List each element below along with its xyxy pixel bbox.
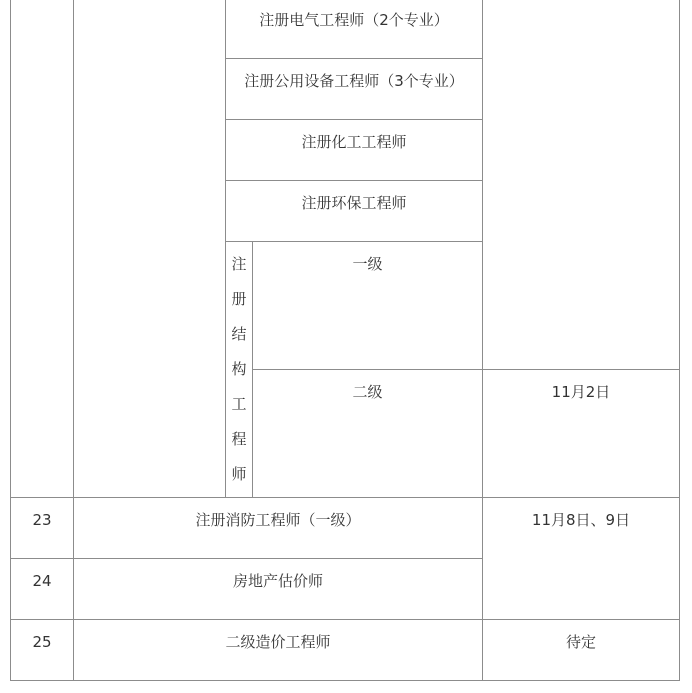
cell-structural-level2: 二级: [352, 383, 383, 401]
grid-line: [482, 0, 483, 681]
cell-structural-level1: 一级: [352, 255, 383, 273]
cell-electrical-engineer: 注册电气工程师（2个专业）: [259, 11, 449, 29]
cell-row-number: 23: [32, 511, 52, 529]
cell-row-number: 24: [32, 572, 52, 590]
cell-chemical-engineer: 注册化工工程师: [301, 133, 407, 151]
cell-cost-date: 待定: [565, 633, 596, 651]
grid-line: [10, 558, 483, 559]
grid-line: [225, 119, 483, 120]
grid-line: [225, 241, 483, 242]
cell-structural-date: 11月2日: [551, 383, 611, 401]
structural-char: 程: [231, 430, 247, 448]
grid-line: [10, 680, 680, 681]
cell-fire-engineer: 注册消防工程师（一级）: [195, 511, 361, 529]
cell-structural-engineer-label: [226, 254, 252, 499]
grid-line: [252, 369, 680, 370]
structural-char: 构: [231, 360, 247, 378]
grid-line: [679, 0, 680, 681]
grid-line: [225, 58, 483, 59]
structural-char: 结: [231, 325, 247, 343]
cell-utilities-engineer: 注册公用设备工程师（3个专业）: [244, 72, 464, 90]
grid-line: [10, 497, 680, 498]
cell-fire-date: 11月8日、9日: [531, 511, 631, 529]
cell-environmental-engineer: 注册环保工程师: [301, 194, 407, 212]
cell-row-number: 25: [32, 633, 52, 651]
structural-char: 注: [231, 255, 247, 273]
grid-line: [10, 619, 680, 620]
cell-real-estate-appraiser: 房地产估价师: [232, 572, 323, 590]
grid-line: [225, 180, 483, 181]
structural-char: 册: [231, 290, 247, 308]
structural-char: 工: [231, 395, 247, 413]
structural-char: 师: [231, 465, 247, 483]
cell-cost-engineer: 二级造价工程师: [225, 633, 331, 651]
